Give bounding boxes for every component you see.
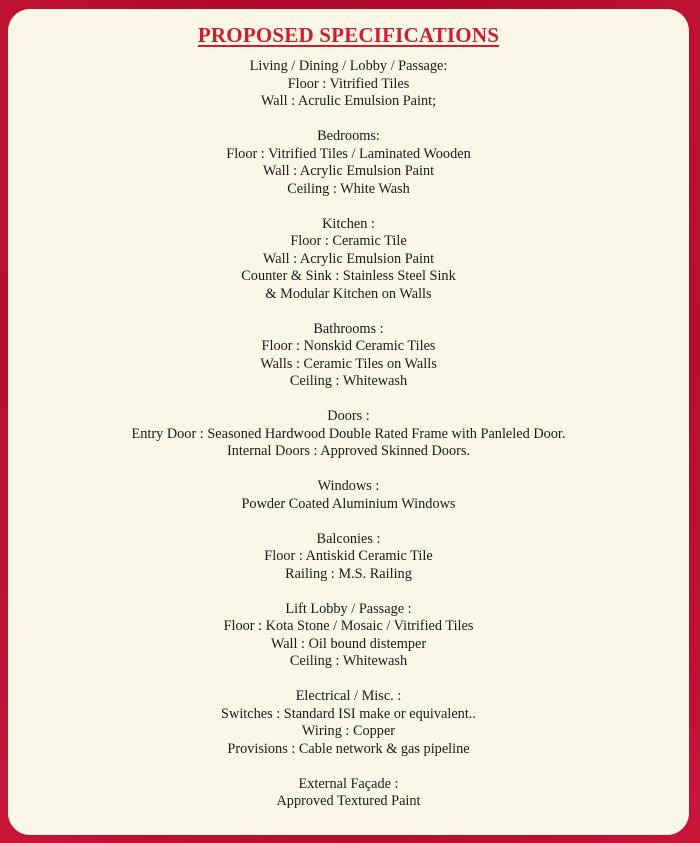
spec-line: Wall : Acrylic Emulsion Paint (262, 163, 435, 179)
spec-line: Ceiling : Whitewash (289, 373, 408, 389)
section-heading: Lift Lobby / Passage : (285, 600, 412, 617)
section-kitchen (8, 216, 689, 304)
spec-line: Railing : M.S. Railing (285, 565, 412, 582)
section-heading: Balconies : (316, 530, 381, 547)
section-heading: Bathrooms : (313, 320, 384, 337)
spec-line: Counter & Sink : Stainless Steel Sink (241, 268, 456, 284)
specifications-list (8, 58, 689, 828)
section-balconies (8, 531, 689, 584)
section-bedrooms (8, 128, 689, 198)
spec-line: Floor : Ceramic Tile (290, 233, 407, 249)
spec-line: Wall : Acrulic Emulsion Paint; (260, 93, 437, 109)
section-external-facade (8, 776, 689, 811)
section-heading: Kitchen : (322, 215, 375, 232)
spec-line: Floor : Vitrified Tiles (287, 75, 410, 92)
spec-line: Internal Doors : Approved Skinned Doors. (226, 443, 470, 459)
section-heading: Doors : (327, 408, 370, 424)
section-doors (8, 408, 689, 461)
section-electrical (8, 688, 689, 758)
spec-line: Wall : Oil bound distemper (270, 635, 427, 652)
section-heading: Living / Dining / Lobby / Passage: (249, 58, 448, 74)
spec-line: Floor : Vitrified Tiles / Laminated Wooden (226, 145, 471, 162)
spec-line: Wiring : Copper (301, 723, 396, 739)
spec-line: Entry Door : Seasoned Hardwood Double Rated Frame with Panleled Door. (131, 425, 566, 442)
spec-line: Floor : Antiskid Ceramic Tile (264, 548, 433, 564)
spec-line: Ceiling : Whitewash (289, 653, 408, 669)
page-title: PROPOSED SPECIFICATIONS (197, 23, 500, 47)
section-windows (8, 478, 689, 513)
spec-line: Wall : Acrylic Emulsion Paint (262, 250, 435, 267)
spec-line: Switches : Standard ISI make or equivalent.. (221, 705, 476, 722)
spec-line: Powder Coated Aluminium Windows (241, 495, 456, 512)
spec-line: Ceiling : White Wash (287, 180, 410, 197)
spec-line: Floor : Nonskid Ceramic Tiles (261, 338, 436, 354)
section-lift-lobby (8, 601, 689, 671)
section-bathrooms (8, 321, 689, 391)
spec-line: Approved Textured Paint (276, 793, 421, 809)
specifications-panel (8, 9, 689, 835)
section-heading: Bedrooms: (317, 128, 380, 144)
section-heading: Windows : (317, 478, 380, 494)
spec-line: Provisions : Cable network & gas pipeline (227, 740, 470, 757)
spec-line: Walls : Ceramic Tiles on Walls (260, 355, 437, 372)
section-living-dining (8, 58, 689, 111)
section-heading: Electrical / Misc. : (295, 688, 402, 704)
section-heading: External Façade : (298, 775, 399, 792)
spec-line: & Modular Kitchen on Walls (265, 285, 432, 302)
spec-line: Floor : Kota Stone / Mosaic / Vitrified Tiles (223, 618, 474, 634)
